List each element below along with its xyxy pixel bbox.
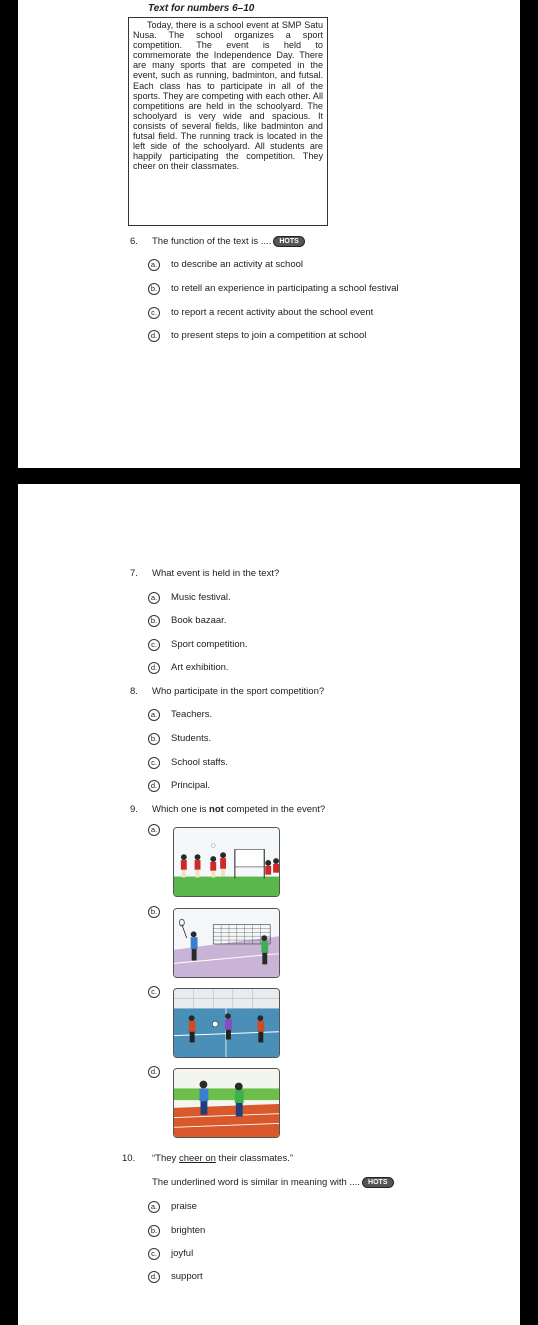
option-letter: c. (148, 1248, 160, 1260)
quote-sentence (152, 1153, 293, 1164)
option-text: brighten (171, 1225, 206, 1236)
volleyball-illustration[interactable] (173, 827, 280, 897)
option-text: Art exhibition. (171, 662, 229, 673)
page-1 (18, 0, 520, 468)
hots-badge: HOTS (273, 236, 304, 247)
running-illustration[interactable] (173, 1068, 280, 1138)
question-text: Who participate in the sport competition? (152, 686, 325, 697)
option-letter: b. (148, 1225, 160, 1237)
option-text: Students. (171, 733, 212, 744)
option-text: to retell an experience in participating a school festival (171, 283, 399, 294)
question-stem: The underlined word is similar in meaning with .... (152, 1177, 361, 1189)
option-text: Principal. (171, 780, 211, 791)
badminton-illustration[interactable] (173, 908, 280, 978)
option-text: support (171, 1271, 203, 1282)
option-letter: a. (148, 1201, 160, 1213)
option-letter: a. (148, 824, 160, 836)
option-letter: b. (148, 283, 160, 295)
question-number: 8. (130, 686, 138, 697)
question-stem-emphasis: not (209, 804, 224, 815)
option-letter: c. (148, 307, 160, 319)
question-number: 10. (122, 1153, 136, 1164)
option-text: joyful (171, 1248, 194, 1259)
question-stem: The function of the text is .... (152, 236, 272, 248)
volleyball-image (174, 828, 279, 896)
question-text (152, 1177, 394, 1188)
futsal-image (174, 989, 279, 1057)
question-number: 6. (130, 236, 138, 247)
option-letter: d. (148, 330, 160, 342)
option-letter: a. (148, 259, 160, 271)
option-text: Music festival. (171, 592, 231, 603)
option-letter: a. (148, 592, 160, 604)
question-text: What event is held in the text? (152, 568, 280, 579)
question-text (152, 236, 305, 247)
option-letter: d. (148, 662, 160, 674)
option-text: Book bazaar. (171, 615, 227, 626)
running-image (174, 1069, 279, 1137)
option-text: Teachers. (171, 709, 213, 720)
option-letter: d. (148, 1271, 160, 1283)
passage-text: Today, there is a school event at SMP Satu Nusa. The school organizes a sport competition. The event is held to commemorate the Independence Day. There are many sports that are competed in the event, such as running, badminton, and futsal. Each class has to participate in all of the sports. They are competing with each other. All competitions are held in the schoolyard. The schoolyard is very wide and spacious. It consists of several fields, like badminton and futsal field. The running track is located in the left side of the schoolyard. All students are happily participating the competition. They cheer on their classmates. (133, 20, 323, 172)
question-text (152, 804, 325, 815)
option-letter: c. (148, 639, 160, 651)
option-letter: c. (148, 986, 160, 998)
question-number: 9. (130, 804, 138, 815)
reading-passage-box (128, 17, 328, 226)
underlined-word: cheer on (178, 1153, 216, 1164)
futsal-illustration[interactable] (173, 988, 280, 1058)
option-text: praise (171, 1201, 197, 1212)
option-text: to report a recent activity about the school event (171, 307, 374, 318)
option-letter: b. (148, 906, 160, 918)
badminton-image (174, 909, 279, 977)
hots-badge: HOTS (362, 1177, 393, 1188)
option-text: to present steps to join a competition at school (171, 330, 367, 341)
option-text: School staffs. (171, 757, 228, 768)
page-2 (18, 484, 520, 1325)
quote-post: their classmates.” (215, 1153, 293, 1164)
option-letter: d. (148, 1066, 160, 1078)
quote-pre: “They (152, 1153, 179, 1164)
section-header: Text for numbers 6–10 (148, 3, 255, 14)
question-stem-post: competed in the event? (223, 804, 326, 815)
question-stem-pre: Which one is (152, 804, 210, 815)
option-letter: d. (148, 780, 160, 792)
option-letter: b. (148, 615, 160, 627)
question-number: 7. (130, 568, 138, 579)
option-text: to describe an activity at school (171, 259, 304, 270)
option-letter: a. (148, 709, 160, 721)
option-letter: b. (148, 733, 160, 745)
option-text: Sport competition. (171, 639, 248, 650)
option-letter: c. (148, 757, 160, 769)
